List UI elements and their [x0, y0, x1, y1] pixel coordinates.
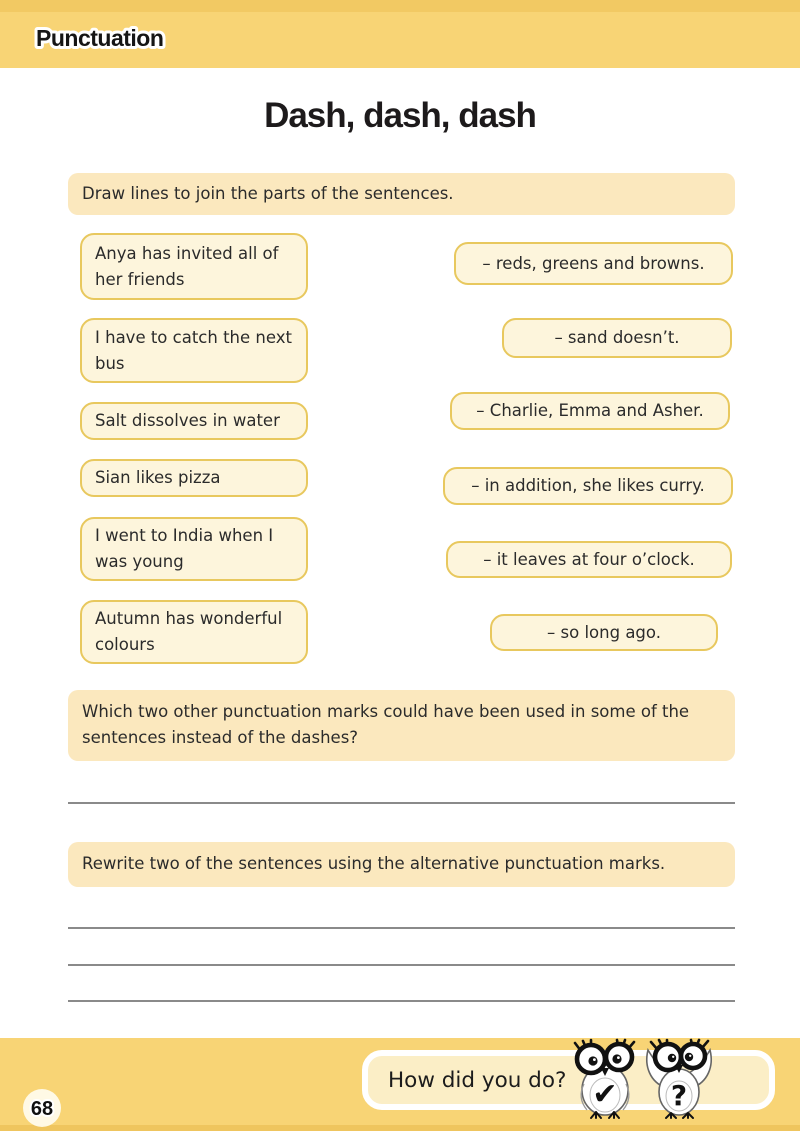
sentence-end-card[interactable]: [443, 467, 733, 505]
question-owl-icon: [642, 1040, 716, 1118]
sentence-end-card[interactable]: [454, 242, 733, 285]
sentence-start-card[interactable]: [80, 517, 308, 581]
page-number-text: 68: [30, 1098, 54, 1120]
sentence-end-text: – so long ago.: [547, 622, 661, 642]
sentence-start-text: Anya has invited all of her friends: [95, 243, 279, 289]
join-instruction-text: Draw lines to join the parts of the sentences.: [82, 183, 454, 203]
sentence-end-card[interactable]: [450, 392, 730, 430]
sentence-start-card[interactable]: [80, 402, 308, 440]
sentence-start-text: I have to catch the next bus: [95, 327, 292, 373]
answer-line[interactable]: [68, 1000, 735, 1002]
sentence-start-text: Autumn has wonderful colours: [95, 609, 283, 654]
sentence-start-text: I went to India when I was young: [95, 526, 274, 571]
answer-line[interactable]: [68, 802, 735, 804]
sentence-start-card[interactable]: [80, 459, 308, 497]
how-did-you-do-text: How did you do?: [388, 1067, 567, 1093]
sentence-start-card[interactable]: [80, 318, 308, 383]
section-tag-text: Punctuation: [36, 25, 164, 51]
section-tag: [28, 14, 228, 62]
page-title: Dash, dash, dash: [264, 96, 536, 135]
rewrite-instruction-panel: [68, 842, 735, 887]
sentence-end-card[interactable]: [490, 614, 718, 651]
answer-line[interactable]: [68, 964, 735, 966]
sentence-start-text: Sian likes pizza: [95, 468, 221, 488]
sentence-end-card[interactable]: [502, 318, 732, 358]
question-mark: ?: [670, 1079, 688, 1112]
question-panel: [68, 690, 735, 761]
join-instruction-panel: [68, 173, 735, 215]
question-text: Which two other punctuation marks could have been used in some of the sentences instead of the dashes?: [82, 702, 690, 748]
check-owl-icon: [570, 1040, 640, 1118]
sentence-end-card[interactable]: [446, 541, 732, 578]
sentence-start-text: Salt dissolves in water: [95, 411, 280, 431]
rewrite-instruction-text: Rewrite two of the sentences using the alternative punctuation marks.: [82, 854, 666, 874]
top-band: [0, 0, 800, 68]
sentence-end-text: – Charlie, Emma and Asher.: [476, 401, 704, 421]
sentence-end-text: – reds, greens and browns.: [482, 253, 705, 273]
sentence-start-card[interactable]: [80, 233, 308, 300]
sentence-start-card[interactable]: [80, 600, 308, 664]
page-number-badge: [18, 1084, 66, 1131]
sentence-end-text: – it leaves at four o’clock.: [483, 549, 695, 569]
answer-line[interactable]: [68, 927, 735, 929]
sentence-end-text: – sand doesn’t.: [554, 328, 680, 348]
check-mark: ✔: [592, 1077, 618, 1112]
sentence-end-text: – in addition, she likes curry.: [471, 476, 705, 496]
